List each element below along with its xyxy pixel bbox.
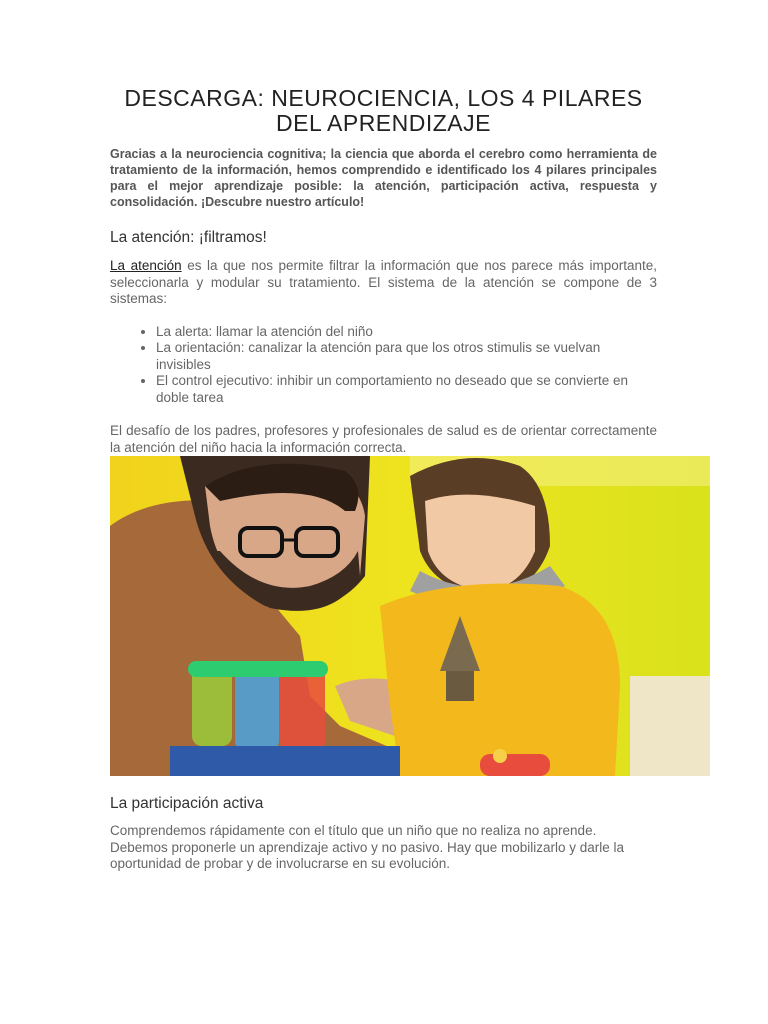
document-page	[110, 86, 657, 873]
attention-paragraph-text: es la que nos permite filtrar la información que nos parece más importante, seleccionarla y modular su tratamiento. El sistema de la atención se compone de 3 sistemas:	[110, 258, 657, 306]
document-title: DESCARGA: NEUROCIENCIA, LOS 4 PILARES DEL APRENDIZAJE	[124, 85, 643, 136]
list-item: • El control ejecutivo: inhibir un comportamiento no deseado que se convierte en doble tarea	[156, 373, 657, 406]
photo-father-child-playing	[110, 456, 710, 776]
attention-challenge-paragraph: El desafío de los padres, profesores y profesionales de salud es de orientar correctamente la atención del niño hacia la información correcta.	[110, 423, 657, 455]
attention-paragraph	[110, 258, 657, 308]
active-participation-paragraph: Comprendemos rápidamente con el título que un niño que no realiza no aprende. Debemos proponerle un aprendizaje activo y no pasivo. Hay que mobilizarlo y darle la oportunidad de probar y de involucrarse en su evolución.	[110, 823, 625, 871]
section-heading-attention: La atención: ¡filtramos!	[110, 229, 267, 246]
attention-term-link[interactable]: La atención	[110, 258, 182, 273]
list-item: • La orientación: canalizar la atención para que los otros stimulis se vuelvan invisibles	[156, 340, 657, 373]
list-item: • La alerta: llamar la atención del niño	[156, 324, 657, 341]
intro-paragraph: Gracias a la neurociencia cognitiva; la ciencia que aborda el cerebro como herramienta de tratamiento de la información, hemos comprendido e identificado los 4 pilares principales para el mejor aprendizaje posible: la atención, participación activa, respuesta y consolidación. ¡Descubre nuestro artículo!	[110, 147, 657, 209]
section-heading-active-participation: La participación activa	[110, 795, 264, 812]
attention-systems-list	[110, 324, 657, 407]
